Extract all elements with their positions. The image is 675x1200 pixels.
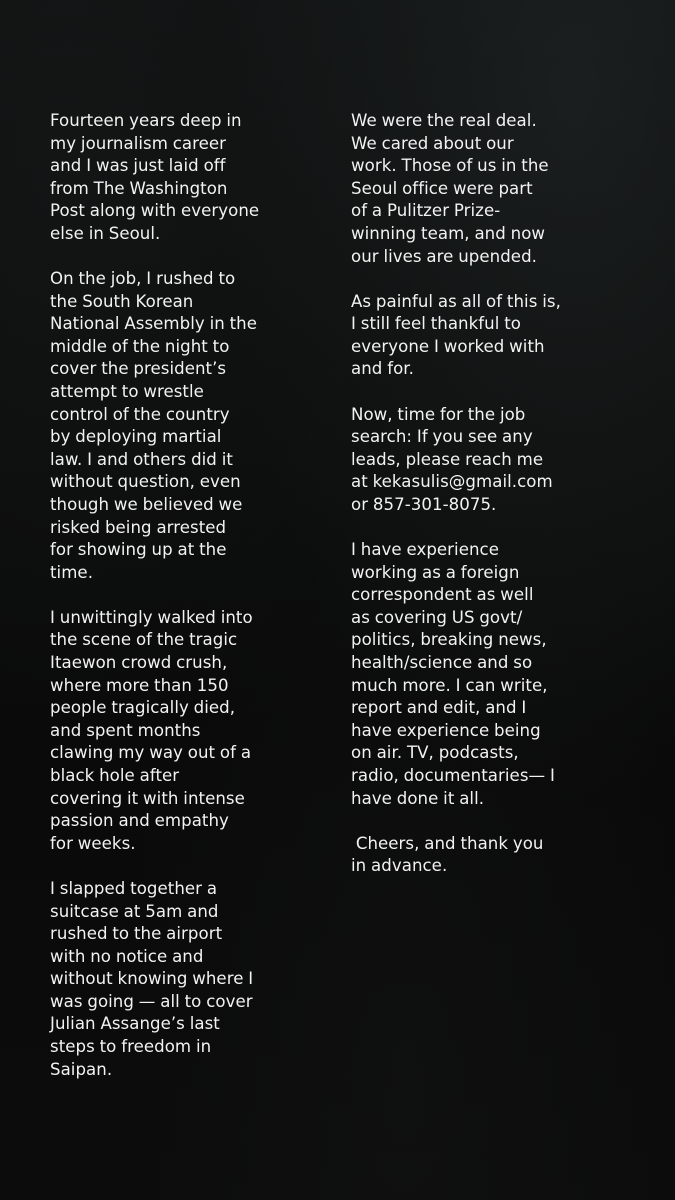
paragraph-thankful: As painful as all of this is, I still feel thankful to everyone I worked with and for. <box>351 291 561 379</box>
paragraph-laid-off: Fourteen years deep in my journalism career and I was just laid off from The Washington Post along with everyone else in Seoul. <box>50 111 260 243</box>
right-text-column <box>351 110 581 878</box>
paragraph-martial-law: On the job, I rushed to the South Korean National Assembly in the middle of the night to cover the president’s attempt to wrestle control of the country by deploying martial law. I and others did it without question, even though we believed we risked being arrested for showing up at the time. <box>50 269 258 582</box>
paragraph-real-deal: We were the real deal. We cared about our work. Those of us in the Seoul office were part of a Pulitzer Prize- winning team, and now our lives are upended. <box>351 111 549 266</box>
paragraph-job-search: Now, time for the job search: If you see any leads, please reach me at kekasulis@gmail.com or 857-301-8075. <box>351 404 553 514</box>
paragraph-experience: I have experience working as a foreign correspondent as well as covering US govt/ politics, breaking news, health/science and so much more. I can write, report and edit, and I have experience being on air. TV, podcasts, radio, documentaries— I have done it all. <box>351 540 555 808</box>
paragraph-cheers: Cheers, and thank you in advance. <box>351 833 544 876</box>
left-text-column <box>50 110 282 1081</box>
paragraph-assange: I slapped together a suitcase at 5am and rushed to the airport with no notice and without knowing where I was going — all to cover Julian Assange’s last steps to freedom in Saipan. <box>50 878 254 1079</box>
paragraph-itaewon: I unwittingly walked into the scene of the tragic Itaewon crowd crush, where more than 150 people tragically died, and spent months clawing my way out of a black hole after covering it with intense passion and empathy for weeks. <box>50 607 253 853</box>
